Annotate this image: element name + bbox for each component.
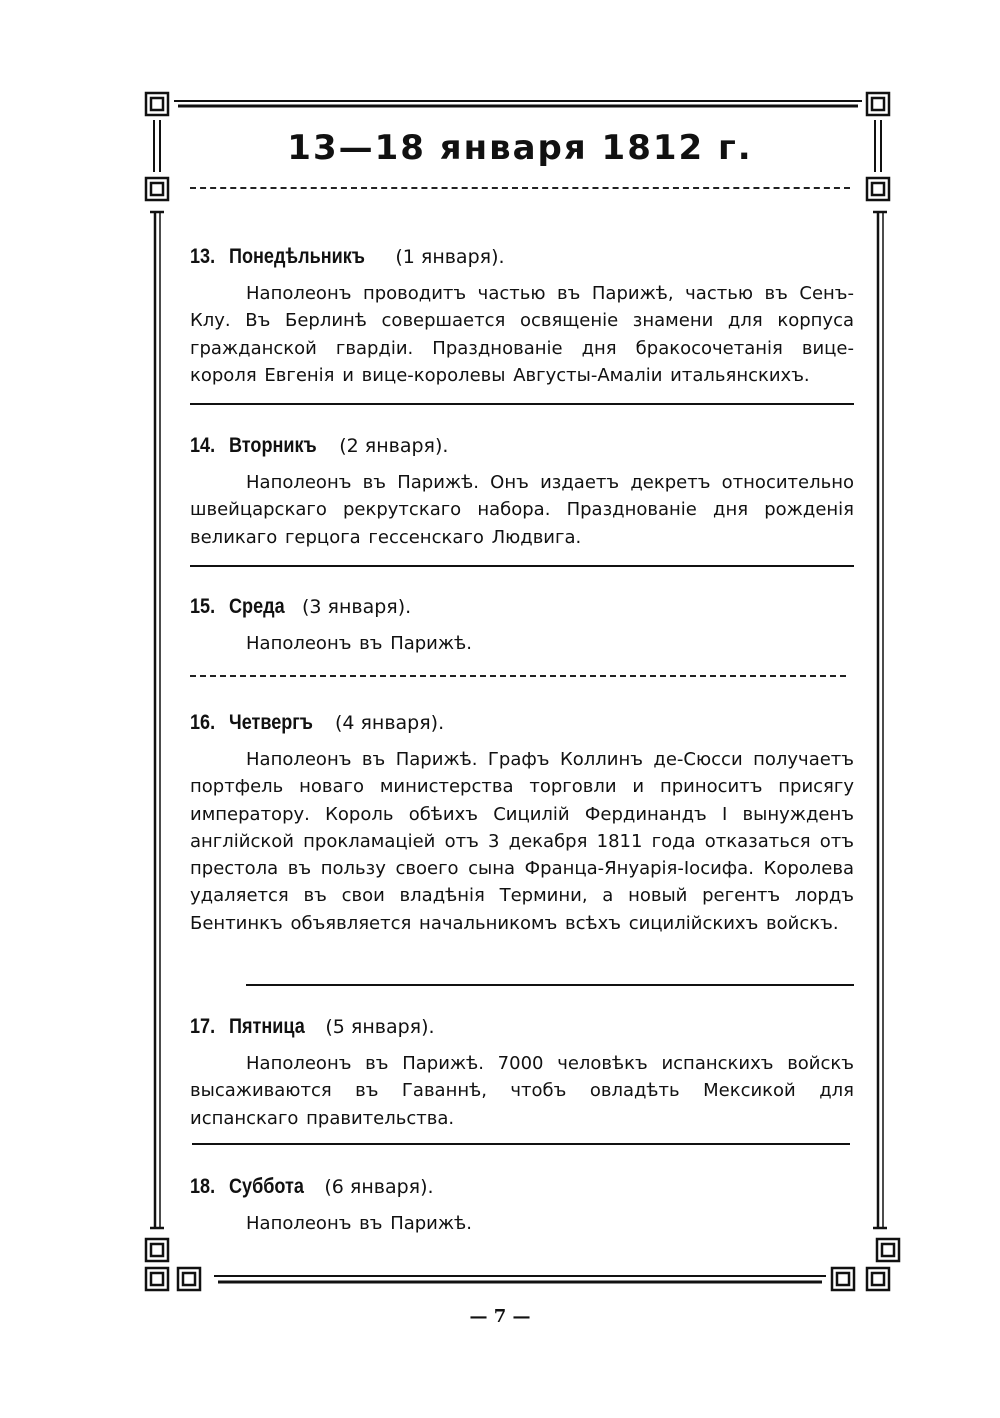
entry-18 (190, 1174, 854, 1237)
separator (190, 403, 854, 405)
entry-weekday: Вторникъ (229, 434, 317, 457)
separator (190, 675, 846, 677)
entry-weekday: Суббота (229, 1175, 305, 1198)
entry-old-style-date: (5 января). (325, 1016, 435, 1038)
title-underline (190, 187, 850, 189)
entry-text: Наполеонъ въ Парижѣ. 7000 человѣкъ испанскихъ войскъ высаживаются въ Гаваннѣ, чтобъ овладѣть Мексикой для испанскаго правительства. (190, 1053, 854, 1129)
entry-text: Наполеонъ въ Парижѣ. Онъ издаетъ декретъ относительно швейцарскаго рекрутскаго набора. Празднованіе дня рожденія великаго герцога гессенскаго Людвига. (190, 472, 854, 548)
entry-heading (190, 433, 854, 459)
entry-heading (190, 710, 854, 736)
entry-15 (190, 594, 854, 657)
entry-old-style-date: (2 января). (339, 435, 449, 457)
entry-weekday: Среда (229, 595, 285, 618)
page-title: 13—18 января 1812 г. (287, 128, 753, 168)
separator (246, 984, 854, 986)
entry-weekday: Понедѣльникъ (229, 245, 366, 268)
entry-16 (190, 710, 854, 937)
entry-heading (190, 594, 854, 620)
entry-text: Наполеонъ въ Парижѣ. (246, 633, 472, 654)
entry-heading (190, 1014, 854, 1040)
entry-number: 13. (190, 245, 216, 268)
separator (190, 565, 854, 567)
page-number: — 7 — (469, 1306, 531, 1327)
entry-old-style-date: (6 января). (324, 1176, 434, 1198)
entry-number: 17. (190, 1015, 216, 1038)
entry-weekday: Четвергъ (229, 711, 314, 734)
entry-weekday: Пятница (229, 1015, 305, 1038)
entry-13 (190, 244, 854, 389)
entry-text: Наполеонъ въ Парижѣ. Графъ Коллинъ де-Сюсси получаетъ портфель новаго министерства торговли и приноситъ присягу императору. Король обѣихъ Сицилій Фердинандъ I вынужденъ англійской прокламаціей отъ 3 декабря 1811 года отказаться отъ престола въ пользу своего сына Франца-Януарія-Іосифа. Королева удаляется въ свои владѣнія Термини, а новый регентъ лордъ Бентинкъ объявляется начальникомъ всѣхъ сицилійскихъ войскъ. (190, 749, 854, 934)
separator (192, 1143, 850, 1145)
entry-number: 15. (190, 595, 216, 618)
entry-number: 16. (190, 711, 216, 734)
entry-old-style-date: (4 января). (334, 712, 445, 734)
entry-14 (190, 433, 854, 551)
entry-17 (190, 1014, 854, 1132)
entry-old-style-date: (3 января). (301, 596, 412, 618)
entry-text: Наполеонъ проводитъ частью въ Парижѣ, частью въ Сенъ-Клу. Въ Берлинѣ совершается освященіе знамени для корпуса гражданской гвардіи. Празднованіе дня бракосочетанія вице-короля Евгенія и вице-королевы Августы-Амаліи итальянскихъ. (190, 283, 854, 386)
entry-heading (190, 244, 854, 270)
entry-old-style-date: (1 января). (395, 246, 505, 268)
entry-heading (190, 1174, 854, 1200)
entry-number: 14. (190, 434, 216, 457)
entry-text: Наполеонъ въ Парижѣ. (246, 1213, 472, 1234)
entry-number: 18. (190, 1175, 216, 1198)
